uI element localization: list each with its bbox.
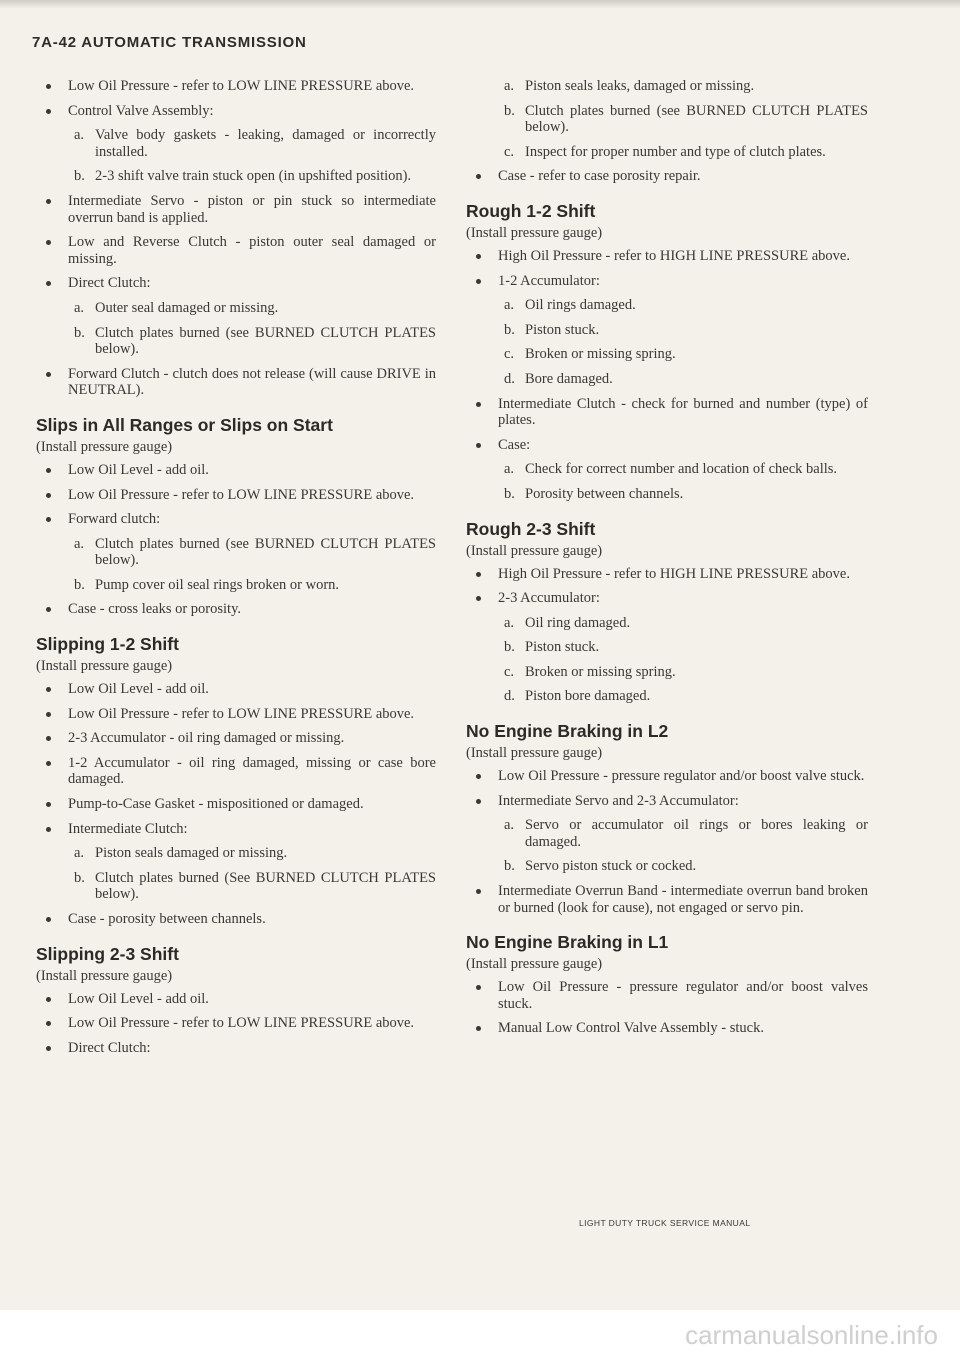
bullet-item: Low Oil Level - add oil. bbox=[36, 991, 436, 1008]
bullet-item: Case - porosity between channels. bbox=[36, 911, 436, 928]
bullet-item: Case - cross leaks or porosity. bbox=[36, 601, 436, 618]
section-heading: Slips in All Ranges or Slips on Start bbox=[36, 414, 333, 435]
left-column bbox=[36, 78, 436, 1064]
bullet-item: Case: bbox=[466, 437, 868, 454]
sub-item: d. Piston bore damaged. bbox=[504, 688, 651, 705]
section-note: (Install pressure gauge) bbox=[466, 956, 603, 973]
sub-item: c. Inspect for proper number and type of clutch plates. bbox=[504, 143, 826, 160]
bullet-item: Low and Reverse Clutch - piston outer seal damaged or missing. bbox=[36, 234, 436, 267]
bullet-item: Low Oil Pressure - refer to LOW LINE PRESSURE above. bbox=[36, 706, 436, 723]
sub-item: b. Servo piston stuck or cocked. bbox=[504, 858, 697, 875]
sub-item: a. Outer seal damaged or missing. bbox=[74, 299, 279, 316]
section-heading: No Engine Braking in L1 bbox=[466, 932, 669, 953]
bullet-item: Pump-to-Case Gasket - mispositioned or damaged. bbox=[36, 796, 436, 813]
page-footer: LIGHT DUTY TRUCK SERVICE MANUAL bbox=[579, 1218, 751, 1228]
section-heading: Slipping 2-3 Shift bbox=[36, 943, 179, 964]
bullet-item: Intermediate Clutch: bbox=[36, 821, 436, 838]
bullet-item: Control Valve Assembly: bbox=[36, 103, 436, 120]
bullet-item: Direct Clutch: bbox=[36, 1040, 436, 1057]
bullet-item: Low Oil Pressure - refer to LOW LINE PRESSURE above. bbox=[36, 78, 436, 95]
sub-item: b. Porosity between channels. bbox=[504, 485, 684, 502]
bullet-item: 2-3 Accumulator - oil ring damaged or missing. bbox=[36, 730, 436, 747]
section-heading: Rough 1-2 Shift bbox=[466, 200, 596, 221]
bullet-item: Low Oil Pressure - pressure regulator and/or boost valves stuck. bbox=[466, 979, 868, 1012]
bullet-item: Forward clutch: bbox=[36, 511, 436, 528]
sub-item: a. Servo or accumulator oil rings or bores leaking or damaged. bbox=[504, 817, 868, 850]
section-heading: No Engine Braking in L2 bbox=[466, 721, 669, 742]
sub-item: d. Bore damaged. bbox=[504, 370, 613, 387]
bullet-item: 1-2 Accumulator: bbox=[466, 273, 868, 290]
sub-item: a. Clutch plates burned (see BURNED CLUTCH PLATES below). bbox=[74, 535, 436, 569]
sub-item: c. Broken or missing spring. bbox=[504, 663, 676, 680]
section-note: (Install pressure gauge) bbox=[466, 542, 603, 559]
bullet-item: Low Oil Pressure - refer to LOW LINE PRESSURE above. bbox=[36, 1015, 436, 1032]
sub-item: b. Piston stuck. bbox=[504, 321, 600, 338]
sub-item: c. Broken or missing spring. bbox=[504, 346, 676, 363]
right-column bbox=[466, 78, 868, 1045]
section-note: (Install pressure gauge) bbox=[466, 745, 603, 762]
bullet-item: Intermediate Servo and 2-3 Accumulator: bbox=[466, 793, 868, 810]
bullet-item: Intermediate Servo - piston or pin stuck so intermediate overrun band is applied. bbox=[36, 193, 436, 226]
bullet-item: Forward Clutch - clutch does not release (will cause DRIVE in NEUTRAL). bbox=[36, 366, 436, 399]
bullet-item: Low Oil Level - add oil. bbox=[36, 681, 436, 698]
sub-item: a. Valve body gaskets - leaking, damaged or incorrectly installed. bbox=[74, 127, 436, 160]
bullet-item: Low Oil Level - add oil. bbox=[36, 462, 436, 479]
top-rule bbox=[0, 0, 960, 8]
sub-item: b. Pump cover oil seal rings broken or worn. bbox=[74, 576, 340, 593]
sub-item: a. Piston seals leaks, damaged or missing. bbox=[504, 78, 755, 94]
section-note: (Install pressure gauge) bbox=[36, 658, 173, 675]
page-header: 7A-42 AUTOMATIC TRANSMISSION bbox=[32, 34, 307, 51]
bullet-item: Low Oil Pressure - pressure regulator and/or boost valve stuck. bbox=[466, 768, 868, 785]
sub-item: b. Clutch plates burned (See BURNED CLUTCH PLATES below). bbox=[74, 869, 436, 903]
bullet-item: Low Oil Pressure - refer to LOW LINE PRESSURE above. bbox=[36, 487, 436, 504]
bullet-item: 1-2 Accumulator - oil ring damaged, missing or case bore damaged. bbox=[36, 755, 436, 788]
sub-item: a. Piston seals damaged or missing. bbox=[74, 845, 288, 862]
section-heading: Slipping 1-2 Shift bbox=[36, 634, 179, 655]
sub-item: b. Clutch plates burned (see BURNED CLUTCH PLATES below). bbox=[74, 324, 436, 358]
sub-item: a. Check for correct number and location of check balls. bbox=[504, 461, 838, 478]
bullet-item: Intermediate Overrun Band - intermediate overrun band broken or burned (look for cause), not engaged or servo pin. bbox=[466, 883, 868, 916]
bullet-item: Case - refer to case porosity repair. bbox=[466, 168, 868, 185]
section-note: (Install pressure gauge) bbox=[36, 967, 173, 984]
site-watermark: carmanualsonline.info bbox=[685, 1320, 938, 1350]
sub-item: a. Oil rings damaged. bbox=[504, 297, 636, 314]
section-heading: Rough 2-3 Shift bbox=[466, 518, 596, 539]
sub-item: b. Clutch plates burned (see BURNED CLUTCH PLATES below). bbox=[504, 102, 868, 136]
bullet-item: Manual Low Control Valve Assembly - stuck. bbox=[466, 1020, 868, 1037]
bullet-item: Direct Clutch: bbox=[36, 275, 436, 292]
bullet-item: High Oil Pressure - refer to HIGH LINE PRESSURE above. bbox=[466, 248, 868, 265]
section-note: (Install pressure gauge) bbox=[36, 438, 173, 455]
sub-item: a. Oil ring damaged. bbox=[504, 614, 631, 631]
bullet-item: High Oil Pressure - refer to HIGH LINE PRESSURE above. bbox=[466, 566, 868, 583]
sub-item: b. Piston stuck. bbox=[504, 639, 600, 656]
sub-item: b. 2-3 shift valve train stuck open (in upshifted position). bbox=[74, 168, 412, 185]
section-note: (Install pressure gauge) bbox=[466, 224, 603, 241]
bullet-item: Intermediate Clutch - check for burned and number (type) of plates. bbox=[466, 396, 868, 429]
bullet-item: 2-3 Accumulator: bbox=[466, 590, 868, 607]
